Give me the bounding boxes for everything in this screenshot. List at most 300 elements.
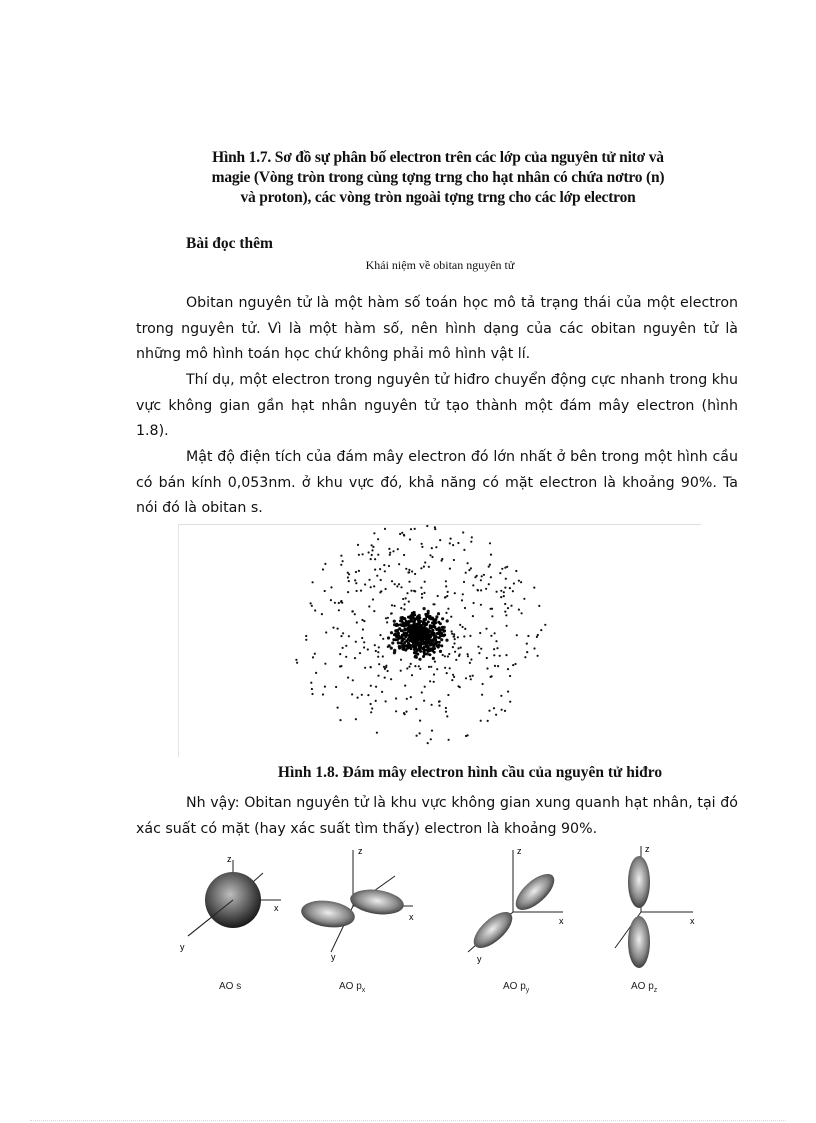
cloud-dot	[407, 571, 409, 573]
cloud-dot	[340, 555, 342, 557]
cloud-dot	[477, 646, 479, 648]
cloud-dot	[451, 679, 453, 681]
cloud-core-dot	[418, 648, 421, 651]
cloud-dot	[348, 635, 350, 637]
cloud-core-dot	[396, 624, 399, 627]
cloud-dot	[470, 658, 472, 660]
cloud-dot	[440, 638, 443, 641]
cloud-dot	[311, 605, 313, 607]
cloud-dot	[405, 597, 407, 599]
cloud-core-dot	[415, 635, 418, 638]
cloud-dot	[361, 619, 363, 621]
cloud-dot	[375, 700, 377, 702]
cloud-core-dot	[440, 632, 443, 635]
cloud-dot	[481, 575, 483, 577]
cloud-dot	[363, 641, 365, 643]
cloud-dot	[467, 655, 469, 657]
cloud-dot	[454, 638, 456, 640]
cloud-dot	[442, 654, 444, 656]
cloud-dot	[339, 653, 341, 655]
cloud-dot	[415, 708, 417, 710]
cloud-dot	[445, 707, 447, 709]
cloud-dot	[324, 590, 326, 592]
cloud-dot	[488, 583, 490, 585]
cloud-dot	[523, 598, 525, 600]
cloud-core-dot	[415, 648, 418, 651]
cloud-dot	[431, 547, 433, 549]
cloud-core-dot	[437, 646, 440, 649]
cloud-dot	[398, 583, 400, 585]
cloud-core-dot	[411, 614, 414, 617]
cloud-dot	[499, 572, 501, 574]
cloud-dot	[469, 635, 471, 637]
cloud-dot	[447, 591, 449, 593]
cloud-dot	[445, 711, 447, 713]
cloud-dot	[377, 656, 379, 658]
cloud-core-dot	[411, 626, 414, 629]
pz-lobe-lower	[628, 916, 650, 968]
cloud-core-dot	[415, 656, 418, 659]
ao-prefix: AO	[219, 981, 234, 992]
cloud-dot	[454, 651, 456, 653]
cloud-dot	[507, 668, 509, 670]
cloud-dot	[383, 564, 385, 566]
cloud-dot	[441, 560, 443, 562]
cloud-core-dot	[435, 642, 438, 645]
cloud-core-dot	[410, 647, 413, 650]
cloud-dot	[420, 587, 422, 589]
cloud-dot	[462, 593, 464, 595]
cloud-dot	[379, 634, 381, 636]
cloud-dot	[540, 629, 542, 631]
cloud-dot	[371, 544, 373, 546]
ao-prefix: AO	[631, 981, 646, 992]
cloud-dot	[476, 575, 478, 577]
cloud-dot	[439, 539, 441, 541]
cloud-dot	[450, 616, 452, 618]
cloud-dot	[504, 611, 506, 613]
cloud-core-dot	[407, 627, 410, 630]
cloud-dot	[315, 672, 317, 674]
cloud-dot	[445, 639, 448, 642]
cloud-dot	[368, 579, 370, 581]
cloud-dot	[337, 707, 339, 709]
cloud-core-dot	[427, 620, 430, 623]
cloud-dot	[452, 544, 454, 546]
cloud-core-dot	[400, 629, 403, 632]
cloud-dot	[295, 659, 297, 661]
cloud-dot	[359, 652, 361, 654]
cloud-dot	[363, 620, 365, 622]
cloud-dot	[322, 568, 324, 570]
caption-line-3: và proton), các vòng tròn ngoài tợng trng cho các lớp electron	[240, 189, 636, 206]
cloud-dot	[431, 730, 433, 732]
cloud-core-dot	[430, 627, 433, 630]
cloud-dot	[416, 735, 418, 737]
cloud-dot	[397, 548, 399, 550]
cloud-dot	[468, 569, 470, 571]
cloud-dot	[347, 572, 349, 574]
cloud-dot	[479, 632, 481, 634]
cloud-dot	[370, 711, 372, 713]
cloud-core-dot	[398, 647, 401, 650]
cloud-dot	[491, 608, 493, 610]
cloud-dot	[465, 677, 467, 679]
cloud-dot	[526, 651, 528, 653]
cloud-dot	[505, 578, 507, 580]
cloud-dot	[459, 624, 461, 626]
cloud-dot	[480, 648, 482, 650]
cloud-dot	[351, 693, 353, 695]
cloud-dot	[390, 631, 393, 634]
cloud-dot	[437, 612, 440, 615]
orbital-shapes-figure	[163, 838, 710, 1014]
cloud-core-dot	[410, 640, 413, 643]
cloud-dot	[391, 604, 393, 606]
cloud-dot	[404, 603, 406, 605]
cloud-core-dot	[418, 622, 421, 625]
cloud-dot	[392, 550, 394, 552]
axis-y-label: y	[180, 942, 185, 952]
cloud-dot	[354, 579, 356, 581]
cloud-dot	[390, 678, 392, 680]
cloud-dot	[527, 635, 529, 637]
cloud-dot	[386, 621, 388, 623]
cloud-dot	[496, 647, 498, 649]
cloud-dot	[368, 551, 370, 553]
cloud-dot	[405, 711, 407, 713]
cloud-dot	[516, 634, 518, 636]
cloud-dot	[427, 742, 429, 744]
cloud-dot	[314, 609, 316, 611]
ao-py-label	[503, 981, 529, 994]
cloud-core-dot	[436, 632, 439, 635]
cloud-dot	[457, 685, 459, 687]
paragraph-text: Mật độ điện tích của đám mây electron đó lớn nhất ở bên trong một hình cầu có bán kính 0,053nm. ở khu vực đó, khả năng có mặt electron là khoảng 90%. Ta nói đó là obitan s.	[136, 449, 738, 516]
cloud-dot	[506, 625, 508, 627]
cloud-dot	[400, 659, 402, 661]
cloud-dot	[533, 587, 535, 589]
cloud-core-dot	[397, 642, 400, 645]
cloud-dot	[342, 632, 344, 634]
cloud-dot	[385, 700, 387, 702]
cloud-dot	[462, 626, 464, 628]
cloud-dot	[414, 590, 416, 592]
cloud-dot	[493, 707, 495, 709]
cloud-dot	[324, 686, 326, 688]
cloud-dot	[379, 568, 381, 570]
cloud-dot	[387, 670, 389, 672]
cloud-dot	[338, 602, 340, 604]
orbital-diagrams	[163, 838, 710, 1014]
cloud-core-dot	[428, 653, 431, 656]
cloud-dot	[438, 705, 440, 707]
cloud-dot	[537, 634, 539, 636]
cloud-dot	[363, 646, 365, 648]
cloud-dot	[464, 628, 466, 630]
ao-name: p	[356, 981, 362, 992]
cloud-core-dot	[407, 616, 410, 619]
cloud-dot	[400, 586, 402, 588]
cloud-dot	[429, 680, 431, 682]
cloud-dot	[441, 617, 444, 620]
cloud-core-dot	[401, 624, 404, 627]
cloud-dot	[472, 615, 474, 617]
cloud-dot	[481, 694, 483, 696]
ao-px-label	[339, 981, 365, 994]
cloud-dot	[414, 665, 416, 667]
axis-z-label: z	[517, 846, 522, 856]
cloud-dot	[377, 675, 379, 677]
cloud-dot	[457, 542, 459, 544]
cloud-core-dot	[422, 643, 425, 646]
cloud-dot	[370, 703, 372, 705]
cloud-dot	[370, 685, 372, 687]
cloud-core-dot	[407, 638, 410, 641]
cloud-core-dot	[438, 626, 441, 629]
cloud-dot	[513, 582, 515, 584]
ao-pz-diagram	[615, 844, 695, 968]
cloud-dot	[339, 719, 341, 721]
cloud-dot	[408, 666, 410, 668]
cloud-dot	[488, 566, 490, 568]
px-lobe-right	[349, 886, 406, 917]
cloud-dot	[504, 587, 506, 589]
cloud-dot	[347, 677, 349, 679]
cloud-core-dot	[416, 616, 419, 619]
cloud-core-dot	[439, 622, 442, 625]
cloud-dot	[356, 590, 358, 592]
paragraph-hydrogen-example	[136, 368, 738, 445]
cloud-dot	[469, 662, 471, 664]
cloud-dot	[385, 617, 387, 619]
cloud-dot	[371, 549, 373, 551]
cloud-dot	[387, 646, 389, 648]
cloud-dot	[432, 603, 434, 605]
cloud-dot	[520, 581, 522, 583]
cloud-dot	[463, 549, 465, 551]
cloud-dot	[490, 554, 492, 556]
cloud-dot	[322, 693, 324, 695]
cloud-dot	[381, 691, 383, 693]
cloud-dot	[324, 663, 326, 665]
cloud-dot	[312, 581, 314, 583]
paragraph-conclusion	[136, 791, 738, 842]
cloud-dot	[497, 665, 499, 667]
cloud-core-dot	[394, 638, 397, 641]
axis-x-label: x	[559, 916, 564, 926]
cloud-dot	[467, 653, 469, 655]
cloud-dot	[524, 656, 526, 658]
cloud-dot	[352, 610, 354, 612]
cloud-dot	[489, 564, 491, 566]
cloud-dot	[402, 598, 404, 600]
cloud-dot	[403, 712, 405, 714]
cloud-dot	[355, 641, 357, 643]
cloud-dot	[426, 525, 428, 527]
cloud-dot	[367, 648, 369, 650]
cloud-dot	[491, 615, 493, 617]
cloud-dot	[389, 552, 391, 554]
cloud-dot	[451, 630, 453, 632]
caption-line-2: magie (Vòng tròn trong cùng tợng trng cho hạt nhân có chứa nơtro (n)	[211, 169, 665, 186]
cloud-dot	[470, 567, 472, 569]
cloud-dot	[505, 614, 507, 616]
cloud-dot	[332, 627, 334, 629]
cloud-dot	[538, 605, 540, 607]
cloud-dot	[507, 607, 509, 609]
cloud-dot	[342, 560, 344, 562]
cloud-dot	[509, 701, 511, 703]
cloud-dot	[357, 544, 359, 546]
cloud-core-dot	[431, 632, 434, 635]
cloud-dot	[460, 647, 462, 649]
cloud-dot	[504, 710, 506, 712]
cloud-dot	[488, 710, 490, 712]
cloud-dot	[439, 700, 441, 702]
cloud-dot	[503, 595, 505, 597]
cloud-dot	[418, 665, 420, 667]
cloud-dot	[453, 642, 455, 644]
ao-px-diagram	[299, 846, 414, 962]
cloud-dot	[370, 558, 372, 560]
page-bottom-rule	[30, 1120, 786, 1121]
cloud-dot	[480, 579, 482, 581]
cloud-dot	[403, 608, 405, 610]
cloud-dot	[421, 593, 423, 595]
cloud-dot	[383, 666, 385, 668]
cloud-dot	[433, 681, 435, 683]
cloud-dot	[421, 691, 423, 693]
ao-name: s	[236, 981, 242, 992]
cloud-dot	[335, 686, 337, 688]
cloud-dot	[467, 734, 469, 736]
cloud-dot	[464, 607, 466, 609]
cloud-dot	[493, 648, 495, 650]
cloud-dot	[325, 631, 327, 633]
cloud-dot	[486, 657, 488, 659]
cloud-dot	[324, 563, 326, 565]
cloud-dot	[421, 543, 423, 545]
cloud-dot	[406, 592, 408, 594]
cloud-dot	[424, 561, 426, 563]
cloud-dot	[505, 654, 507, 656]
cloud-core-dot	[403, 617, 406, 620]
cloud-dot	[372, 546, 374, 548]
cloud-dot	[533, 647, 535, 649]
cloud-dot	[406, 667, 408, 669]
ao-name: p	[648, 981, 654, 992]
axis-x-label: x	[274, 903, 279, 913]
cloud-dot	[373, 532, 375, 534]
cloud-dot	[377, 538, 379, 540]
cloud-dot	[361, 637, 363, 639]
cloud-dot	[514, 663, 516, 665]
electron-cloud-figure	[178, 524, 701, 757]
cloud-dot	[357, 697, 359, 699]
axis-z-label: z	[645, 844, 650, 854]
cloud-dot	[536, 636, 538, 638]
cloud-dot	[360, 590, 362, 592]
cloud-dot	[393, 620, 396, 623]
cloud-dot	[410, 590, 412, 592]
cloud-dot	[462, 531, 464, 533]
cloud-dot	[342, 647, 344, 649]
cloud-core-dot	[433, 638, 436, 641]
cloud-dot	[510, 605, 512, 607]
cloud-dot	[352, 679, 354, 681]
cloud-dot	[368, 605, 370, 607]
cloud-dot	[465, 572, 467, 574]
reading-subheading: Khái niệm về obitan nguyên tử	[365, 258, 515, 272]
cloud-dot	[451, 633, 453, 635]
cloud-core-dot	[415, 627, 418, 630]
paragraph-text: Thí dụ, một electron trong nguyên tử hiđro chuyển động cực nhanh trong khu vực không gian gần hạt nhân nguyên tử tạo thành một đám mây electron (hình 1.8).	[136, 372, 738, 439]
cloud-dot	[472, 675, 474, 677]
cloud-core-dot	[425, 649, 428, 652]
cloud-dot	[495, 714, 497, 716]
cloud-core-dot	[435, 618, 438, 621]
cloud-dot	[410, 696, 412, 698]
cloud-dot	[501, 568, 503, 570]
axis-y-label: y	[477, 954, 482, 964]
cloud-dot	[432, 657, 435, 660]
cloud-core-dot	[408, 621, 411, 624]
cloud-dot	[463, 635, 465, 637]
cloud-dot	[358, 570, 360, 572]
cloud-core-dot	[410, 620, 413, 623]
cloud-dot	[374, 558, 376, 560]
axis-x-label: x	[690, 916, 695, 926]
cloud-dot	[408, 581, 410, 583]
cloud-dot	[385, 588, 387, 590]
cloud-dot	[455, 659, 457, 661]
cloud-core-dot	[399, 619, 402, 622]
pz-lobe-upper	[628, 856, 650, 908]
cloud-dot	[431, 556, 433, 558]
axis-z-label: z	[358, 846, 363, 856]
cloud-dot	[469, 675, 471, 677]
cloud-dot	[490, 576, 492, 578]
cloud-dot	[447, 608, 449, 610]
ao-subscript: z	[653, 987, 658, 994]
cloud-core-dot	[441, 628, 444, 631]
cloud-dot	[447, 655, 449, 657]
cloud-dot	[446, 715, 448, 717]
cloud-dot	[448, 653, 450, 655]
cloud-dot	[378, 663, 380, 665]
cloud-core-dot	[433, 647, 436, 650]
cloud-dot	[372, 598, 374, 600]
cloud-dot	[380, 579, 382, 581]
cloud-dot	[382, 638, 384, 640]
cloud-dot	[457, 636, 459, 638]
cloud-dot	[358, 554, 360, 556]
cloud-core-dot	[418, 634, 421, 637]
cloud-dot	[449, 667, 451, 669]
ao-s-diagram	[180, 854, 281, 952]
cloud-dot	[367, 694, 369, 696]
cloud-dot	[459, 653, 461, 655]
cloud-dot	[310, 602, 312, 604]
cloud-dot	[388, 548, 390, 550]
cloud-dot	[509, 675, 511, 677]
cloud-dot	[340, 564, 342, 566]
cloud-core-dot	[428, 615, 431, 618]
cloud-dot	[423, 592, 425, 594]
cloud-dot	[403, 554, 405, 556]
cloud-dot	[446, 619, 449, 622]
